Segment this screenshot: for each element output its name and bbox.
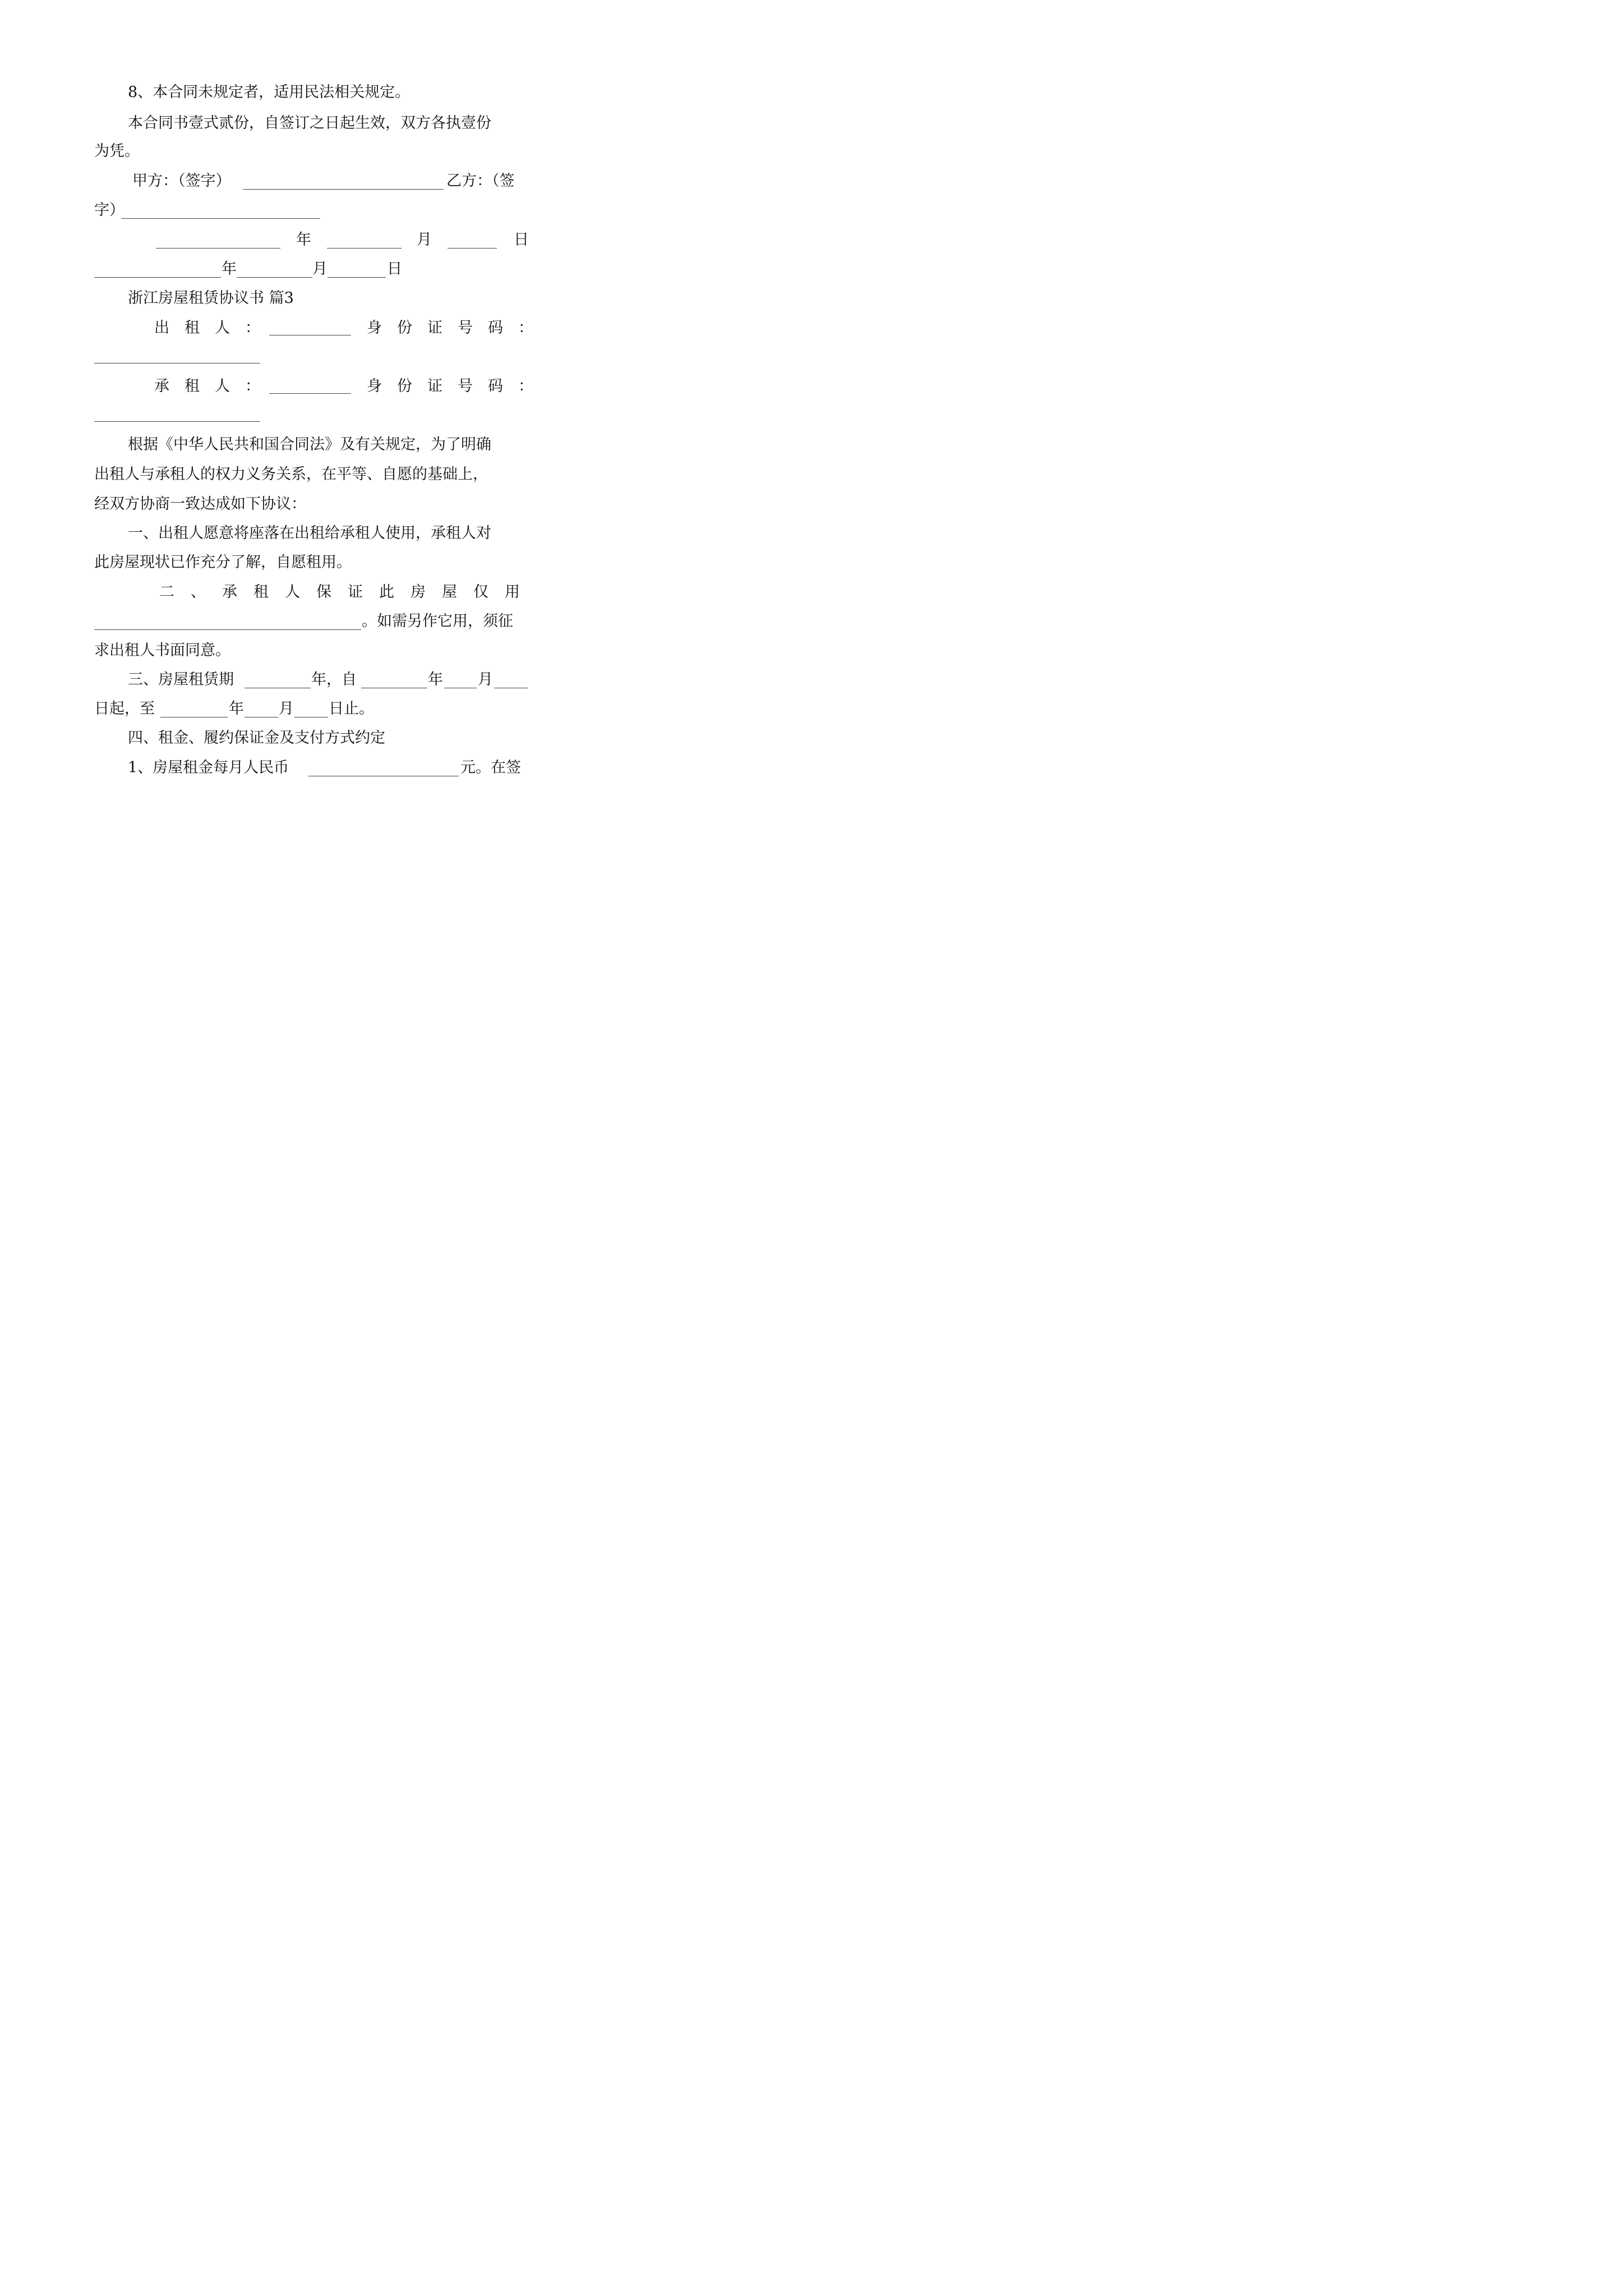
party-b-signature-blank[interactable] [121,218,320,219]
lessee-label: 承租人： [154,378,275,395]
clause-1-text-2: 此房屋现状已作充分了解，自愿租用。 [94,554,352,571]
clause-1-line-2 [94,551,528,574]
date-b-month-label: 月 [312,260,328,278]
document-page [0,0,617,873]
clause-4-title-line [94,727,528,749]
date-b-year-blank[interactable] [94,277,221,278]
clause-3-line-1 [94,669,528,691]
intro-line-3 [94,493,528,516]
party-b-label: 乙方：（签 [446,172,515,190]
lessee-id-label: 身份证号码： [367,378,548,395]
copies-text-1: 本合同书壹式贰份，自签订之日起生效，双方各执壹份 [128,114,491,132]
intro-text-2: 出租人与承租人的权力义务关系，在平等、自愿的基础上， [94,466,488,483]
clause-4-1-text-b: 元。在签 [460,759,521,776]
clause-1-text-1: 一、出租人愿意将座落在出租给承租人使用，承租人对 [128,524,491,542]
lessor-id-label: 身份证号码： [367,319,548,337]
clause-4-1-text-a: 1、房屋租金每月人民币 [128,759,289,776]
intro-line-2 [94,463,528,486]
signature-line [94,170,528,192]
date-line-b [94,258,528,280]
copies-text-2: 为凭。 [94,142,140,160]
article-8-line [94,81,528,104]
lessor-line [94,317,548,339]
signature-line-2 [94,199,528,222]
party-b-label-cont: 字） [94,201,125,219]
clause-3-text-b: 年，自 [311,671,357,688]
date-b-month-blank[interactable] [237,277,312,278]
clause-2-text-3: 求出租人书面同意。 [94,642,230,659]
lessee-line [94,375,548,398]
lessor-id-blank[interactable] [94,363,260,364]
intro-text-3: 经双方协商一致达成如下协议： [94,495,306,513]
article-8-text: 8、本合同未规定者，适用民法相关规定。 [128,84,411,101]
date-line-a [94,229,528,251]
date-b-day-blank[interactable] [328,277,386,278]
clause-3-line2-b: 年 [229,700,244,717]
section-title: 浙江房屋租赁协议书 篇3 [128,289,294,307]
clause-2-usage-blank[interactable] [94,629,361,630]
date-a-year-blank[interactable] [156,248,280,249]
date-a-month-label: 月 [417,231,432,249]
section-title-line [94,287,528,310]
party-a-label: 甲方：（签字） [132,172,231,190]
clause-2-line-3 [94,639,528,662]
clause-3-line-2 [94,698,528,720]
date-a-month-blank[interactable] [327,248,402,249]
clause-2-line-2 [94,610,528,633]
date-b-year-label: 年 [222,260,237,278]
date-a-year-label: 年 [296,231,311,249]
party-a-signature-blank[interactable] [243,189,444,190]
copies-line-2 [94,140,528,163]
clause-3-line2-c: 月 [279,700,294,717]
lessee-name-blank[interactable] [269,393,351,394]
clause-4-title: 四、租金、履约保证金及支付方式约定 [128,729,385,747]
clause-1-line-1 [94,522,528,545]
date-b-day-label: 日 [387,260,402,278]
clause-3-line2-a: 日起，至 [94,700,155,717]
intro-text-1: 根据《中华人民共和国合同法》及有关规定，为了明确 [128,436,491,453]
date-a-day-label: 日 [514,231,529,249]
copies-line-1 [94,112,528,135]
lessor-label: 出租人： [154,319,275,337]
clause-3-text-a: 三、房屋租赁期 [128,671,234,688]
clause-2-line-1 [94,581,536,604]
clause-3-text-c: 年 [428,671,443,688]
date-a-day-blank[interactable] [448,248,497,249]
clause-4-1-line [94,757,528,779]
lessee-id-blank[interactable] [94,421,260,422]
clause-3-text-d: 月 [478,671,493,688]
clause-2-text-1: 二、承租人保证此房屋仅用 [159,583,536,601]
clause-3-line2-d: 日止。 [329,700,374,717]
clause-2-text-2: 。如需另作它用，须征 [362,613,513,630]
intro-line-1 [94,434,528,456]
